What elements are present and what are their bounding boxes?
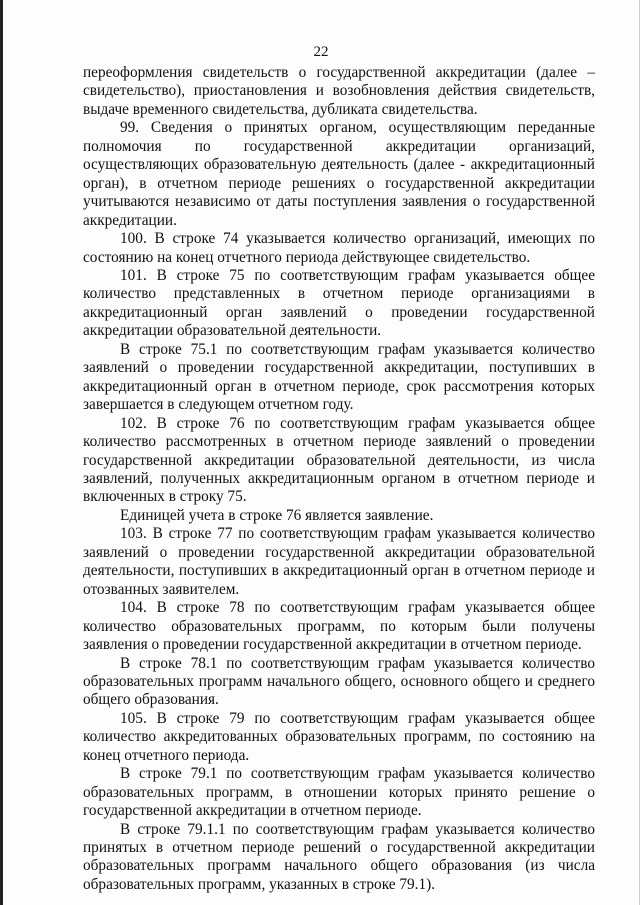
paragraph-99: 99. Сведения о принятых органом, осуществляющим переданные полномочия по государственной аккредитации организаций, осуществляющих образовательную деятельность (далее - аккредитационный орган), в отчетном периоде решениях о государственной аккредитации учитываются независимо от даты поступления заявления о государственной аккредитации. xyxy=(83,119,595,229)
paragraph-105: 105. В строке 79 по соответствующим графам указывается общее количество аккредитованных образовательных программ, по состоянию на конец отчетного периода. xyxy=(83,709,595,764)
paragraph-line-75-1: В строке 75.1 по соответствующим графам указывается количество заявлений о проведении государственной аккредитации, поступивших в аккредитационный орган в отчетном периоде, срок рассмотрения которых завершается в следующем отчетном году. xyxy=(83,340,595,414)
paragraph-line-79-1: В строке 79.1 по соответствующим графам указывается количество образовательных программ, в отношении которых принято решение о государственной аккредитации в отчетном периоде. xyxy=(83,765,595,820)
paragraph-100: 100. В строке 74 указывается количество организаций, имеющих по состоянию на конец отчетного периода действующее свидетельство. xyxy=(83,230,595,266)
paragraph-line-79-1-1: В строке 79.1.1 по соответствующим графам указывается количество принятых в отчетном периоде решений о государственной аккредитации образовательных программ начального общего образования (из числа образовательных программ, указанных в строке 79.1). xyxy=(83,820,595,893)
paragraph-103: 103. В строке 77 по соответствующим графам указывается количество заявлений о проведении государственной аккредитации образовательной деятельности, поступивших в аккредитационный орган в отчетном периоде и отозванных заявителем. xyxy=(83,525,595,598)
document-body xyxy=(83,64,595,894)
paragraph-104: 104. В строке 78 по соответствующим графам указывается общее количество образовательных программ, по которым были получены заявления о проведении государственной аккредитации в отчетном периоде. xyxy=(83,599,595,654)
paragraph-line-78-1: В строке 78.1 по соответствующим графам указывается количество образовательных программ начального общего, основного общего и среднего общего образования. xyxy=(83,654,595,709)
paragraph-102: 102. В строке 76 по соответствующим графам указывается общее количество рассмотренных в отчетном периоде заявлений о проведении государственной аккредитации образовательной деятельности, из числа заявлений, полученных аккредитационным органом в отчетном периоде и включенных в строку 75. xyxy=(83,414,595,506)
paragraph-unit-of-count: Единицей учета в строке 76 является заявление. xyxy=(120,506,434,524)
paragraph-continuation: переоформления свидетельств о государственной аккредитации (далее – свидетельство), приостановления и возобновления действия свидетельств, выдаче временного свидетельства, дубликата свидетельства. xyxy=(83,64,595,118)
paragraph-101: 101. В строке 75 по соответствующим графам указывается общее количество представленных в отчетном периоде организациями в аккредитационный орган заявлений о проведении государственной аккредитации образовательной деятельности. xyxy=(83,266,595,340)
page-number: 22 xyxy=(313,44,329,60)
